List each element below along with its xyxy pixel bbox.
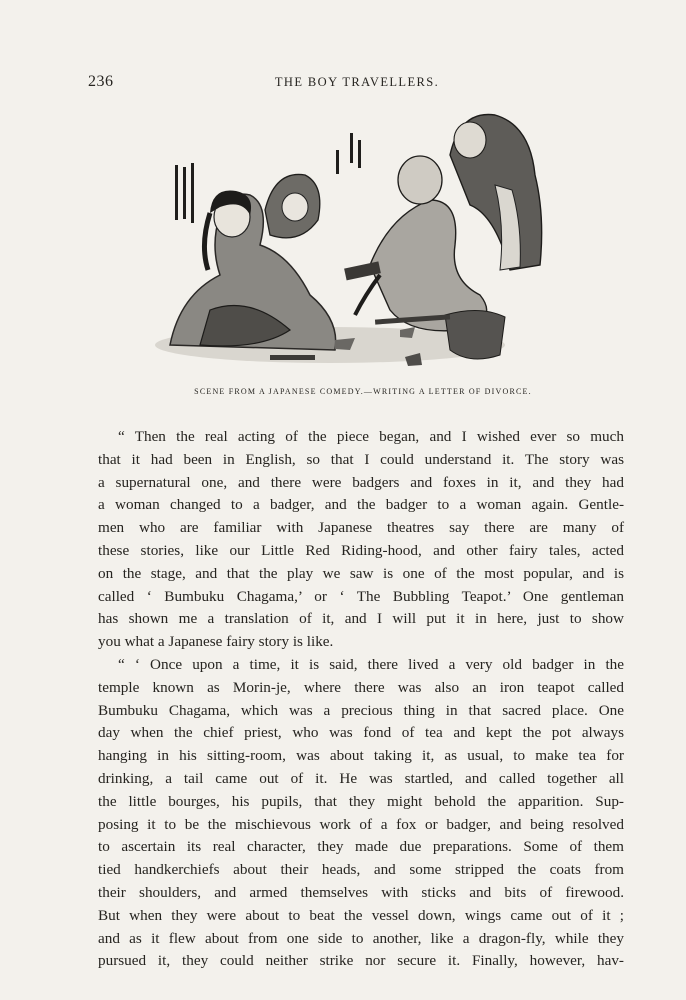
text-line: Bumbuku Chagama, which was a precious thing in that sacred place. One xyxy=(98,701,624,719)
illustration-caption: SCENE FROM A JAPANESE COMEDY.—WRITING A LETTER OF DIVORCE. xyxy=(194,387,532,396)
text-line: But when they were about to beat the vessel down, wings came out of it ; xyxy=(98,906,624,924)
text-line: has shown me a translation of it, and I will put it in here, just to show xyxy=(98,610,624,628)
text-line: pursued it, they could neither strike nor secure it. Finally, however, hav- xyxy=(98,952,624,970)
text-line: to ascertain its real character, they made due preparations. Some of them xyxy=(98,838,624,856)
text-line: hanging in his sitting-room, was about taking it, as usual, to make tea for xyxy=(98,747,624,765)
text-line: you what a Japanese fairy story is like. xyxy=(98,633,334,651)
text-line: their shoulders, and armed themselves with sticks and bits of firewood. xyxy=(98,883,624,901)
text-line: a supernatural one, and there were badgers and foxes in it, and they had xyxy=(98,473,624,491)
text-line: tied handkerchiefs about their heads, and some stripped the coats from xyxy=(98,861,624,879)
body-text xyxy=(98,426,624,973)
text-line: drinking, a tail came out of it. He was startled, and called together all xyxy=(98,769,624,787)
text-line: posing it to be the mischievous work of a fox or badger, and being resolved xyxy=(98,815,624,833)
text-line: temple known as Morin-je, where there was also an iron teapot called xyxy=(98,678,624,696)
text-line: the little bourges, his pupils, that they might behold the apparition. Sup- xyxy=(98,792,624,810)
japanese-comedy-scene-illustration xyxy=(150,95,560,375)
text-line: “ ‘ Once upon a time, it is said, there lived a very old badger in the xyxy=(118,655,624,673)
text-line: men who are familiar with Japanese theatres say there are many of xyxy=(98,519,624,537)
text-line: these stories, like our Little Red Riding-hood, and other fairy tales, acted xyxy=(98,541,624,559)
running-title: THE BOY TRAVELLERS. xyxy=(274,75,440,89)
text-line: called ‘ Bumbuku Chagama,’ or ‘ The Bubbling Teapot.’ One gentleman xyxy=(98,587,624,605)
text-line: and as it flew about from one side to another, like a dragon-fly, while they xyxy=(98,929,624,947)
page-number: 236 xyxy=(88,73,114,90)
text-line: a woman changed to a badger, and the badger to a woman again. Gentle- xyxy=(98,496,624,514)
text-line: on the stage, and that the play we saw is one of the most popular, and is xyxy=(98,564,624,582)
text-line: that it had been in English, so that I could understand it. The story was xyxy=(98,450,624,468)
text-line: day when the chief priest, who was fond of tea and kept the pot always xyxy=(98,724,624,742)
text-line: “ Then the real acting of the piece began, and I wished ever so much xyxy=(118,428,624,445)
